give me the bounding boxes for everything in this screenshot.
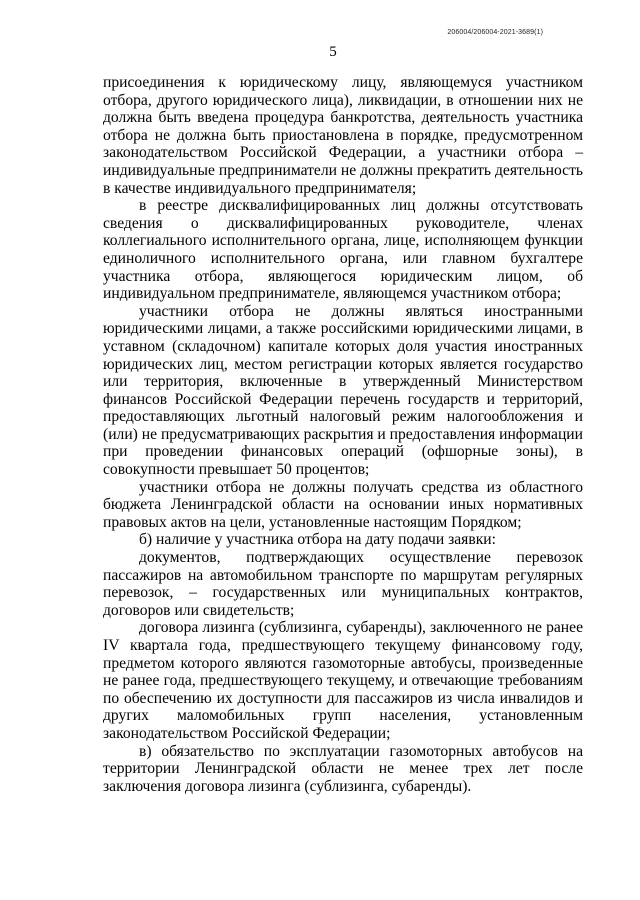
paragraph: б) наличие у участника отбора на дату подачи заявки: [139, 531, 496, 549]
paragraph: документов, подтверждающих осуществление перевозок пассажиров на автомобильном транспорте по маршрутам регулярных перевозок, – государственных или муниципальных контрактов, договоров или свидетельств; [103, 549, 583, 619]
paragraph: договора лизинга (сублизинга, субаренды), заключенного не ранее IV квартала года, предшествующего текущему финансовому году, предметом которого являются газомоторные автобусы, произведенные не ранее года, предшествующего текущему, и отвечающие требованиям по обеспечению их доступности для пассажиров из числа инвалидов и других маломобильных групп населения, установленным законодательством Российской Федерации; [103, 619, 583, 742]
paragraph: в реестре дисквалифицированных лиц должны отсутствовать сведения о дисквалифицированных руководителе, членах коллегиального исполнительного органа, лице, исполняющем функции единоличного исполнительного органа, или главном бухгалтере участника отбора, являющегося юридическим лицом, об индивидуальном предпринимателе, являющемся участником отбора; [103, 197, 583, 303]
document-body [103, 74, 583, 795]
paragraph: в) обязательство по эксплуатации газомоторных автобусов на территории Ленинградской области не менее трех лет после заключения договора лизинга (сублизинга, субаренды). [103, 742, 583, 795]
paragraph: присоединения к юридическому лицу, являющемуся участником отбора, другого юридического лица), ликвидации, в отношении них не должна быть введена процедура банкротства, деятельность участника отбора не должна быть приостановлена в порядке, предусмотренном законодательством Российской Федерации, а участники отбора – индивидуальные предприниматели не должны прекратить деятельность в качестве индивидуального предпринимателя; [103, 74, 583, 197]
paragraph: участники отбора не должны получать средства из областного бюджета Ленинградской области на основании иных нормативных правовых актов на цели, установленные настоящим Порядком; [103, 478, 583, 531]
document-id: 206004/206004-2021-3689(1) [447, 29, 543, 36]
paragraph: участники отбора не должны являться иностранными юридическими лицами, а также российскими юридическими лицами, в уставном (складочном) капитале которых доля участия иностранных юридических лиц, местом регистрации которых является государство или территория, включенные в утвержденный Министерством финансов Российской Федерации перечень государств и территорий, предоставляющих льготный налоговый режим налогообложения и (или) не предусматривающих раскрытия и предоставления информации при проведении финансовых операций (офшорные зоны), в совокупности превышает 50 процентов; [103, 302, 583, 479]
page-number: 5 [329, 44, 337, 60]
